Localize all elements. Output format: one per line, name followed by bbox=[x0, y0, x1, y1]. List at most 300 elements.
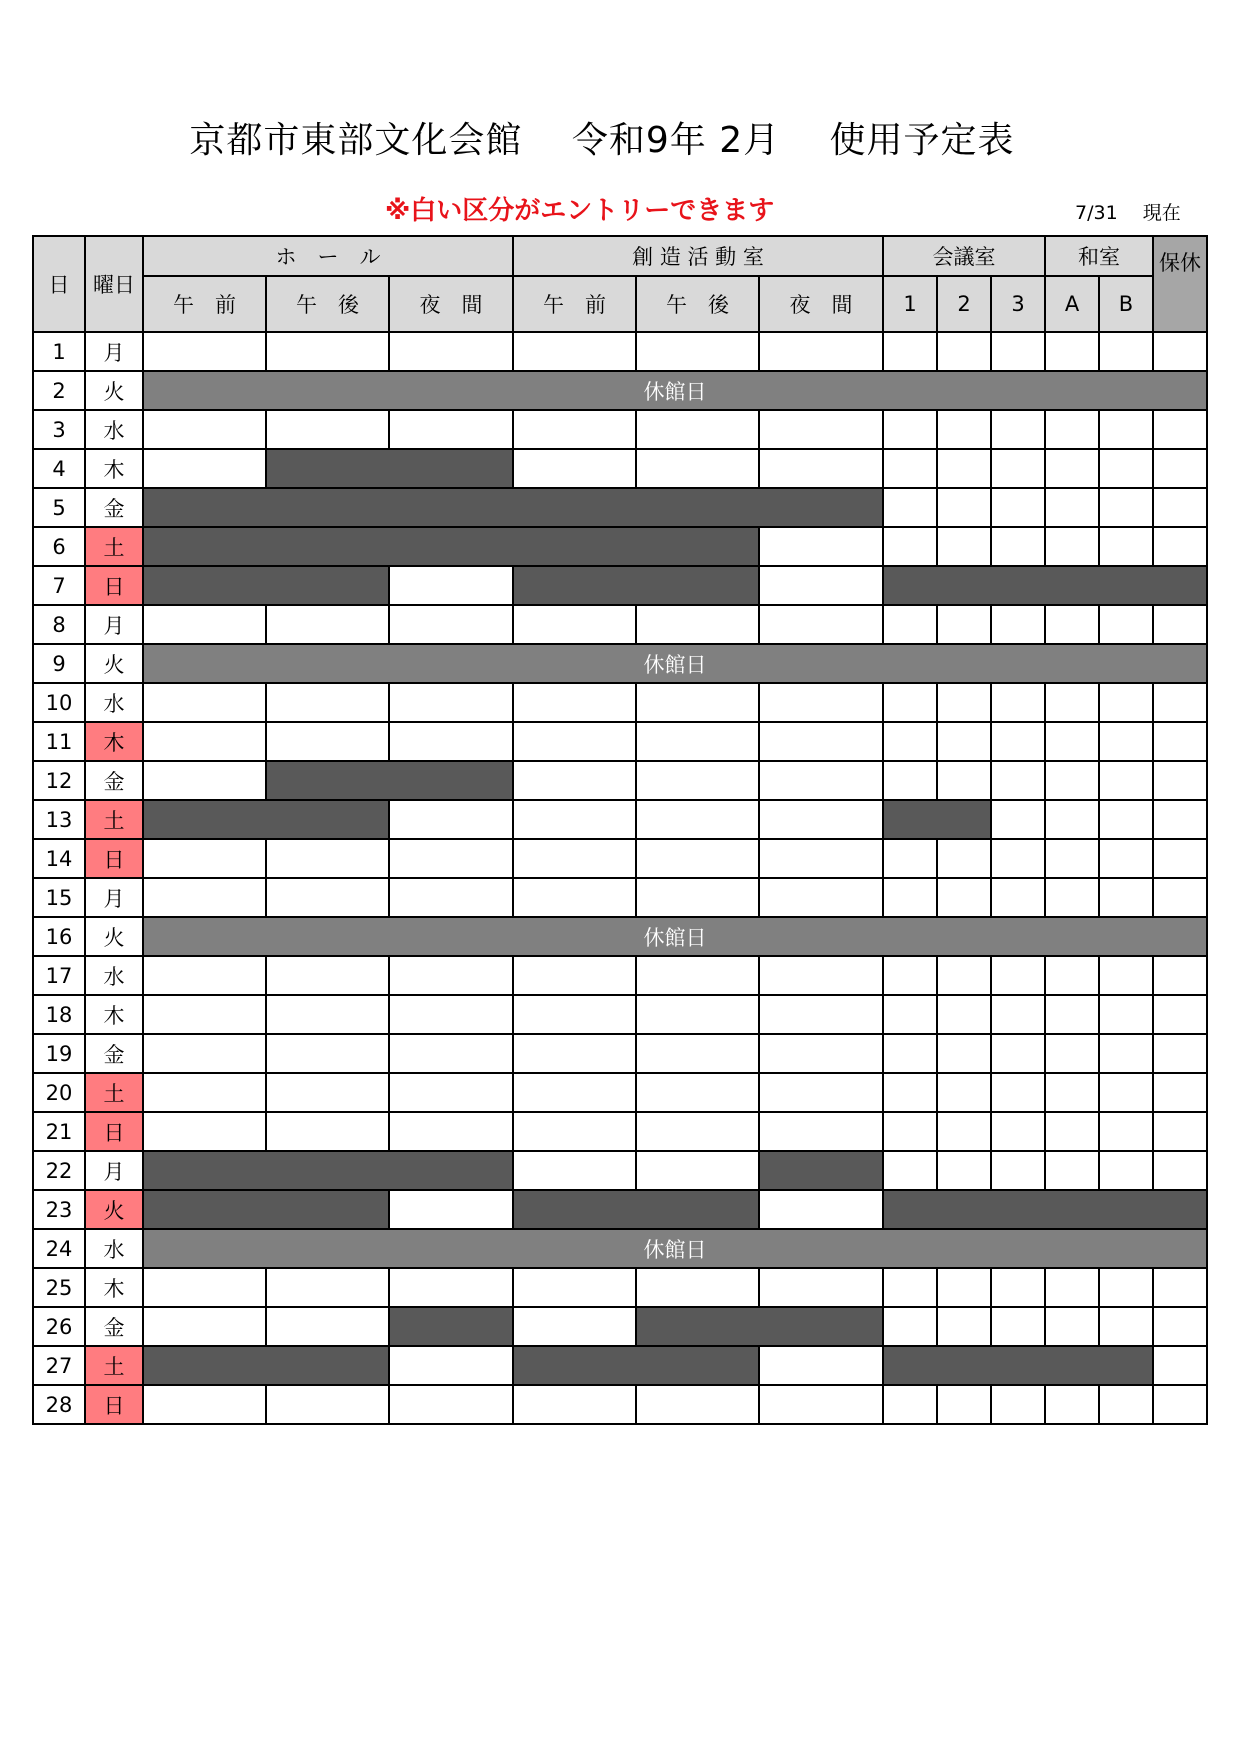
available-slot-cr_night[interactable] bbox=[759, 878, 883, 917]
booked-slot bbox=[143, 1190, 389, 1229]
available-slot-cr_am[interactable] bbox=[513, 332, 636, 371]
available-slot-cr_night[interactable] bbox=[759, 1268, 883, 1307]
available-slot-wa_b[interactable] bbox=[1099, 449, 1153, 488]
header-washitsu-a: A bbox=[1045, 276, 1099, 332]
available-slot-mtg2[interactable] bbox=[937, 761, 991, 800]
available-slot-hokyu[interactable] bbox=[1153, 839, 1207, 878]
available-slot-mtg3[interactable] bbox=[991, 449, 1045, 488]
weekday: 月 bbox=[85, 605, 143, 644]
available-slot-hall_am[interactable] bbox=[143, 722, 266, 761]
table-row bbox=[33, 839, 1207, 878]
available-slot-mtg1[interactable] bbox=[883, 683, 937, 722]
available-slot-hokyu[interactable] bbox=[1153, 1034, 1207, 1073]
available-slot-hall_pm[interactable] bbox=[266, 332, 389, 371]
booked-slot bbox=[389, 1307, 513, 1346]
available-slot-wa_b[interactable] bbox=[1099, 839, 1153, 878]
day-number: 18 bbox=[33, 995, 85, 1034]
available-slot-hall_am[interactable] bbox=[143, 839, 266, 878]
available-slot-cr_night[interactable] bbox=[759, 1346, 883, 1385]
weekday: 土 bbox=[85, 800, 143, 839]
available-slot-hall_am[interactable] bbox=[143, 1112, 266, 1151]
available-slot-wa_a[interactable] bbox=[1045, 995, 1099, 1034]
available-slot-mtg1[interactable] bbox=[883, 761, 937, 800]
available-slot-mtg1[interactable] bbox=[883, 1034, 937, 1073]
available-slot-hokyu[interactable] bbox=[1153, 878, 1207, 917]
as-of-date bbox=[1075, 198, 1181, 225]
available-slot-hokyu[interactable] bbox=[1153, 1346, 1207, 1385]
available-slot-mtg1[interactable] bbox=[883, 410, 937, 449]
available-slot-hall_pm[interactable] bbox=[266, 1385, 389, 1424]
available-slot-cr_am[interactable] bbox=[513, 878, 636, 917]
available-slot-cr_night[interactable] bbox=[759, 1385, 883, 1424]
available-slot-wa_a[interactable] bbox=[1045, 527, 1099, 566]
day-number: 21 bbox=[33, 1112, 85, 1151]
available-slot-mtg2[interactable] bbox=[937, 1034, 991, 1073]
available-slot-cr_night[interactable] bbox=[759, 683, 883, 722]
available-slot-mtg2[interactable] bbox=[937, 683, 991, 722]
available-slot-cr_night[interactable] bbox=[759, 995, 883, 1034]
header-creative-night: 夜 間 bbox=[759, 276, 883, 332]
available-slot-cr_am[interactable] bbox=[513, 449, 636, 488]
available-slot-hokyu[interactable] bbox=[1153, 761, 1207, 800]
table-row bbox=[33, 1268, 1207, 1307]
available-slot-mtg1[interactable] bbox=[883, 332, 937, 371]
available-slot-cr_night[interactable] bbox=[759, 1190, 883, 1229]
available-slot-hall_night[interactable] bbox=[389, 1034, 513, 1073]
available-slot-mtg3[interactable] bbox=[991, 1112, 1045, 1151]
available-slot-cr_pm[interactable] bbox=[636, 1034, 759, 1073]
closed-day-cell: 休館日 bbox=[143, 1229, 1207, 1268]
available-slot-wa_b[interactable] bbox=[1099, 683, 1153, 722]
available-slot-cr_am[interactable] bbox=[513, 605, 636, 644]
available-slot-hall_am[interactable] bbox=[143, 761, 266, 800]
available-slot-mtg2[interactable] bbox=[937, 1073, 991, 1112]
available-slot-mtg3[interactable] bbox=[991, 800, 1045, 839]
available-slot-wa_b[interactable] bbox=[1099, 605, 1153, 644]
table-row bbox=[33, 1073, 1207, 1112]
available-slot-mtg1[interactable] bbox=[883, 605, 937, 644]
available-slot-mtg3[interactable] bbox=[991, 956, 1045, 995]
table-row bbox=[33, 995, 1207, 1034]
available-slot-cr_pm[interactable] bbox=[636, 722, 759, 761]
available-slot-cr_pm[interactable] bbox=[636, 332, 759, 371]
available-slot-hall_am[interactable] bbox=[143, 956, 266, 995]
day-number: 14 bbox=[33, 839, 85, 878]
available-slot-mtg1[interactable] bbox=[883, 1385, 937, 1424]
available-slot-cr_pm[interactable] bbox=[636, 1112, 759, 1151]
available-slot-hokyu[interactable] bbox=[1153, 449, 1207, 488]
available-slot-cr_am[interactable] bbox=[513, 722, 636, 761]
available-slot-hokyu[interactable] bbox=[1153, 605, 1207, 644]
available-slot-mtg1[interactable] bbox=[883, 722, 937, 761]
available-slot-wa_a[interactable] bbox=[1045, 956, 1099, 995]
available-slot-cr_night[interactable] bbox=[759, 722, 883, 761]
available-slot-hall_am[interactable] bbox=[143, 683, 266, 722]
available-slot-hall_pm[interactable] bbox=[266, 1268, 389, 1307]
day-number: 13 bbox=[33, 800, 85, 839]
available-slot-hall_night[interactable] bbox=[389, 566, 513, 605]
booked-slot bbox=[143, 1346, 389, 1385]
available-slot-wa_a[interactable] bbox=[1045, 488, 1099, 527]
available-slot-mtg2[interactable] bbox=[937, 410, 991, 449]
header-row-slots bbox=[33, 276, 1207, 332]
booked-slot bbox=[883, 1346, 1153, 1385]
available-slot-cr_pm[interactable] bbox=[636, 683, 759, 722]
available-slot-cr_pm[interactable] bbox=[636, 839, 759, 878]
header-meeting-3: 3 bbox=[991, 276, 1045, 332]
table-row bbox=[33, 371, 1207, 410]
available-slot-hall_am[interactable] bbox=[143, 1307, 266, 1346]
available-slot-wa_a[interactable] bbox=[1045, 410, 1099, 449]
available-slot-wa_a[interactable] bbox=[1045, 800, 1099, 839]
available-slot-wa_a[interactable] bbox=[1045, 683, 1099, 722]
available-slot-mtg2[interactable] bbox=[937, 722, 991, 761]
day-number: 3 bbox=[33, 410, 85, 449]
available-slot-mtg1[interactable] bbox=[883, 839, 937, 878]
available-slot-hall_pm[interactable] bbox=[266, 1307, 389, 1346]
available-slot-wa_a[interactable] bbox=[1045, 878, 1099, 917]
table-row bbox=[33, 1112, 1207, 1151]
weekday: 水 bbox=[85, 410, 143, 449]
available-slot-hall_night[interactable] bbox=[389, 878, 513, 917]
available-slot-hall_night[interactable] bbox=[389, 800, 513, 839]
available-slot-mtg1[interactable] bbox=[883, 1112, 937, 1151]
table-row bbox=[33, 488, 1207, 527]
available-slot-mtg3[interactable] bbox=[991, 683, 1045, 722]
available-slot-mtg1[interactable] bbox=[883, 956, 937, 995]
available-slot-wa_a[interactable] bbox=[1045, 1385, 1099, 1424]
day-number: 12 bbox=[33, 761, 85, 800]
available-slot-mtg2[interactable] bbox=[937, 839, 991, 878]
weekday: 木 bbox=[85, 995, 143, 1034]
available-slot-cr_night[interactable] bbox=[759, 566, 883, 605]
available-slot-mtg2[interactable] bbox=[937, 995, 991, 1034]
as-of-label: 現在 bbox=[1142, 202, 1181, 224]
available-slot-hall_night[interactable] bbox=[389, 332, 513, 371]
available-slot-wa_b[interactable] bbox=[1099, 1073, 1153, 1112]
available-slot-hall_am[interactable] bbox=[143, 1385, 266, 1424]
available-slot-cr_am[interactable] bbox=[513, 1385, 636, 1424]
available-slot-cr_am[interactable] bbox=[513, 1151, 636, 1190]
available-slot-hall_night[interactable] bbox=[389, 839, 513, 878]
available-slot-hall_pm[interactable] bbox=[266, 956, 389, 995]
available-slot-hokyu[interactable] bbox=[1153, 683, 1207, 722]
available-slot-mtg1[interactable] bbox=[883, 995, 937, 1034]
available-slot-cr_am[interactable] bbox=[513, 839, 636, 878]
available-slot-hall_pm[interactable] bbox=[266, 683, 389, 722]
available-slot-hall_night[interactable] bbox=[389, 1268, 513, 1307]
available-slot-wa_a[interactable] bbox=[1045, 605, 1099, 644]
available-slot-cr_night[interactable] bbox=[759, 761, 883, 800]
available-slot-hokyu[interactable] bbox=[1153, 1307, 1207, 1346]
available-slot-cr_night[interactable] bbox=[759, 1073, 883, 1112]
available-slot-hall_pm[interactable] bbox=[266, 878, 389, 917]
available-slot-mtg1[interactable] bbox=[883, 527, 937, 566]
available-slot-cr_am[interactable] bbox=[513, 800, 636, 839]
available-slot-mtg3[interactable] bbox=[991, 332, 1045, 371]
available-slot-cr_pm[interactable] bbox=[636, 761, 759, 800]
booked-slot bbox=[143, 488, 883, 527]
available-slot-hokyu[interactable] bbox=[1153, 1268, 1207, 1307]
available-slot-wa_b[interactable] bbox=[1099, 800, 1153, 839]
available-slot-cr_pm[interactable] bbox=[636, 995, 759, 1034]
available-slot-wa_b[interactable] bbox=[1099, 1268, 1153, 1307]
available-slot-cr_night[interactable] bbox=[759, 605, 883, 644]
available-slot-cr_am[interactable] bbox=[513, 1112, 636, 1151]
booked-slot bbox=[143, 527, 759, 566]
available-slot-hokyu[interactable] bbox=[1153, 488, 1207, 527]
available-slot-hall_am[interactable] bbox=[143, 1034, 266, 1073]
available-slot-hokyu[interactable] bbox=[1153, 332, 1207, 371]
available-slot-wa_b[interactable] bbox=[1099, 722, 1153, 761]
available-slot-mtg2[interactable] bbox=[937, 332, 991, 371]
available-slot-wa_a[interactable] bbox=[1045, 332, 1099, 371]
available-slot-cr_pm[interactable] bbox=[636, 410, 759, 449]
available-slot-wa_b[interactable] bbox=[1099, 995, 1153, 1034]
day-number: 19 bbox=[33, 1034, 85, 1073]
available-slot-mtg3[interactable] bbox=[991, 605, 1045, 644]
header-creative-am: 午 前 bbox=[513, 276, 636, 332]
available-slot-hall_pm[interactable] bbox=[266, 995, 389, 1034]
available-slot-mtg1[interactable] bbox=[883, 878, 937, 917]
available-slot-hokyu[interactable] bbox=[1153, 995, 1207, 1034]
available-slot-mtg2[interactable] bbox=[937, 1307, 991, 1346]
available-slot-mtg2[interactable] bbox=[937, 488, 991, 527]
available-slot-mtg3[interactable] bbox=[991, 1073, 1045, 1112]
available-slot-hall_am[interactable] bbox=[143, 410, 266, 449]
day-number: 27 bbox=[33, 1346, 85, 1385]
available-slot-hall_pm[interactable] bbox=[266, 410, 389, 449]
header-creative-room: 創 造 活 動 室 bbox=[513, 236, 883, 276]
available-slot-hall_night[interactable] bbox=[389, 1346, 513, 1385]
available-slot-wa_b[interactable] bbox=[1099, 1112, 1153, 1151]
day-number: 4 bbox=[33, 449, 85, 488]
day-number: 22 bbox=[33, 1151, 85, 1190]
available-slot-hall_night[interactable] bbox=[389, 410, 513, 449]
available-slot-mtg3[interactable] bbox=[991, 1385, 1045, 1424]
available-slot-mtg1[interactable] bbox=[883, 488, 937, 527]
available-slot-hokyu[interactable] bbox=[1153, 527, 1207, 566]
available-slot-mtg2[interactable] bbox=[937, 1268, 991, 1307]
table-row bbox=[33, 1034, 1207, 1073]
available-slot-mtg2[interactable] bbox=[937, 878, 991, 917]
available-slot-cr_am[interactable] bbox=[513, 410, 636, 449]
available-slot-hall_am[interactable] bbox=[143, 1268, 266, 1307]
available-slot-cr_pm[interactable] bbox=[636, 449, 759, 488]
available-slot-mtg1[interactable] bbox=[883, 1073, 937, 1112]
available-slot-hokyu[interactable] bbox=[1153, 1112, 1207, 1151]
available-slot-wa_a[interactable] bbox=[1045, 1112, 1099, 1151]
available-slot-mtg3[interactable] bbox=[991, 839, 1045, 878]
available-slot-mtg1[interactable] bbox=[883, 1307, 937, 1346]
available-slot-mtg1[interactable] bbox=[883, 1268, 937, 1307]
available-slot-cr_am[interactable] bbox=[513, 1268, 636, 1307]
available-slot-mtg1[interactable] bbox=[883, 449, 937, 488]
available-slot-mtg2[interactable] bbox=[937, 605, 991, 644]
available-slot-mtg2[interactable] bbox=[937, 956, 991, 995]
available-slot-mtg3[interactable] bbox=[991, 878, 1045, 917]
day-number: 11 bbox=[33, 722, 85, 761]
available-slot-hokyu[interactable] bbox=[1153, 956, 1207, 995]
available-slot-hall_night[interactable] bbox=[389, 995, 513, 1034]
table-row bbox=[33, 566, 1207, 605]
weekday: 日 bbox=[85, 1385, 143, 1424]
available-slot-mtg2[interactable] bbox=[937, 1112, 991, 1151]
available-slot-cr_night[interactable] bbox=[759, 839, 883, 878]
available-slot-hall_am[interactable] bbox=[143, 449, 266, 488]
available-slot-cr_night[interactable] bbox=[759, 1034, 883, 1073]
available-slot-hall_pm[interactable] bbox=[266, 1112, 389, 1151]
available-slot-mtg3[interactable] bbox=[991, 527, 1045, 566]
header-hall-am: 午 前 bbox=[143, 276, 266, 332]
available-slot-hall_pm[interactable] bbox=[266, 722, 389, 761]
available-slot-cr_pm[interactable] bbox=[636, 800, 759, 839]
available-slot-mtg3[interactable] bbox=[991, 761, 1045, 800]
available-slot-mtg2[interactable] bbox=[937, 1151, 991, 1190]
available-slot-hall_pm[interactable] bbox=[266, 1034, 389, 1073]
available-slot-mtg3[interactable] bbox=[991, 1034, 1045, 1073]
weekday: 日 bbox=[85, 1112, 143, 1151]
available-slot-hall_night[interactable] bbox=[389, 1073, 513, 1112]
available-slot-wa_b[interactable] bbox=[1099, 956, 1153, 995]
available-slot-hokyu[interactable] bbox=[1153, 722, 1207, 761]
available-slot-wa_a[interactable] bbox=[1045, 1307, 1099, 1346]
day-number: 15 bbox=[33, 878, 85, 917]
available-slot-wa_b[interactable] bbox=[1099, 488, 1153, 527]
available-slot-wa_a[interactable] bbox=[1045, 1034, 1099, 1073]
available-slot-cr_pm[interactable] bbox=[636, 1385, 759, 1424]
available-slot-hall_pm[interactable] bbox=[266, 839, 389, 878]
available-slot-wa_a[interactable] bbox=[1045, 761, 1099, 800]
available-slot-hall_am[interactable] bbox=[143, 605, 266, 644]
weekday: 月 bbox=[85, 1151, 143, 1190]
available-slot-cr_am[interactable] bbox=[513, 1034, 636, 1073]
available-slot-cr_night[interactable] bbox=[759, 332, 883, 371]
available-slot-hall_am[interactable] bbox=[143, 995, 266, 1034]
available-slot-hall_night[interactable] bbox=[389, 605, 513, 644]
booked-slot bbox=[266, 761, 513, 800]
available-slot-wa_b[interactable] bbox=[1099, 410, 1153, 449]
available-slot-wa_b[interactable] bbox=[1099, 878, 1153, 917]
available-slot-cr_night[interactable] bbox=[759, 1112, 883, 1151]
table-row bbox=[33, 1385, 1207, 1424]
available-slot-hokyu[interactable] bbox=[1153, 1073, 1207, 1112]
available-slot-hall_night[interactable] bbox=[389, 1190, 513, 1229]
available-slot-cr_am[interactable] bbox=[513, 683, 636, 722]
available-slot-cr_am[interactable] bbox=[513, 1073, 636, 1112]
available-slot-wa_a[interactable] bbox=[1045, 839, 1099, 878]
table-row bbox=[33, 761, 1207, 800]
available-slot-hall_night[interactable] bbox=[389, 956, 513, 995]
closed-day-cell: 休館日 bbox=[143, 371, 1207, 410]
schedule-table bbox=[32, 235, 1208, 1425]
available-slot-wa_a[interactable] bbox=[1045, 1268, 1099, 1307]
available-slot-mtg2[interactable] bbox=[937, 1385, 991, 1424]
available-slot-mtg3[interactable] bbox=[991, 488, 1045, 527]
available-slot-wa_b[interactable] bbox=[1099, 1385, 1153, 1424]
available-slot-cr_am[interactable] bbox=[513, 956, 636, 995]
available-slot-cr_pm[interactable] bbox=[636, 878, 759, 917]
available-slot-mtg2[interactable] bbox=[937, 449, 991, 488]
available-slot-cr_pm[interactable] bbox=[636, 1151, 759, 1190]
table-row bbox=[33, 605, 1207, 644]
available-slot-mtg3[interactable] bbox=[991, 722, 1045, 761]
available-slot-cr_night[interactable] bbox=[759, 527, 883, 566]
table-row bbox=[33, 332, 1207, 371]
available-slot-cr_night[interactable] bbox=[759, 449, 883, 488]
available-slot-cr_pm[interactable] bbox=[636, 956, 759, 995]
available-slot-wa_a[interactable] bbox=[1045, 1151, 1099, 1190]
weekday: 火 bbox=[85, 1190, 143, 1229]
available-slot-hall_am[interactable] bbox=[143, 1073, 266, 1112]
available-slot-mtg3[interactable] bbox=[991, 410, 1045, 449]
available-slot-hall_pm[interactable] bbox=[266, 1073, 389, 1112]
available-slot-cr_am[interactable] bbox=[513, 1307, 636, 1346]
available-slot-cr_pm[interactable] bbox=[636, 1073, 759, 1112]
day-number: 9 bbox=[33, 644, 85, 683]
available-slot-mtg1[interactable] bbox=[883, 1151, 937, 1190]
day-number: 20 bbox=[33, 1073, 85, 1112]
available-slot-mtg3[interactable] bbox=[991, 1151, 1045, 1190]
available-slot-hall_pm[interactable] bbox=[266, 605, 389, 644]
available-slot-cr_pm[interactable] bbox=[636, 1268, 759, 1307]
available-slot-wa_b[interactable] bbox=[1099, 332, 1153, 371]
table-row bbox=[33, 410, 1207, 449]
available-slot-hall_am[interactable] bbox=[143, 332, 266, 371]
available-slot-cr_night[interactable] bbox=[759, 410, 883, 449]
available-slot-wa_b[interactable] bbox=[1099, 1034, 1153, 1073]
table-row bbox=[33, 1346, 1207, 1385]
available-slot-hall_am[interactable] bbox=[143, 878, 266, 917]
table-row bbox=[33, 722, 1207, 761]
available-slot-hokyu[interactable] bbox=[1153, 410, 1207, 449]
available-slot-cr_pm[interactable] bbox=[636, 605, 759, 644]
available-slot-hall_night[interactable] bbox=[389, 722, 513, 761]
available-slot-hall_night[interactable] bbox=[389, 1385, 513, 1424]
available-slot-wa_b[interactable] bbox=[1099, 761, 1153, 800]
available-slot-hokyu[interactable] bbox=[1153, 1385, 1207, 1424]
booked-slot bbox=[143, 800, 389, 839]
available-slot-mtg3[interactable] bbox=[991, 1268, 1045, 1307]
available-slot-wa_a[interactable] bbox=[1045, 1073, 1099, 1112]
table-row bbox=[33, 527, 1207, 566]
header-day: 日 bbox=[33, 236, 85, 332]
available-slot-wa_b[interactable] bbox=[1099, 1151, 1153, 1190]
available-slot-mtg3[interactable] bbox=[991, 995, 1045, 1034]
available-slot-wa_a[interactable] bbox=[1045, 449, 1099, 488]
available-slot-hokyu[interactable] bbox=[1153, 1151, 1207, 1190]
available-slot-mtg2[interactable] bbox=[937, 527, 991, 566]
table-row bbox=[33, 800, 1207, 839]
available-slot-wa_b[interactable] bbox=[1099, 1307, 1153, 1346]
available-slot-hall_night[interactable] bbox=[389, 1112, 513, 1151]
weekday: 土 bbox=[85, 527, 143, 566]
header-washitsu: 和室 bbox=[1045, 236, 1153, 276]
available-slot-wa_b[interactable] bbox=[1099, 527, 1153, 566]
available-slot-hall_night[interactable] bbox=[389, 683, 513, 722]
available-slot-cr_am[interactable] bbox=[513, 995, 636, 1034]
available-slot-cr_night[interactable] bbox=[759, 956, 883, 995]
day-number: 25 bbox=[33, 1268, 85, 1307]
weekday: 水 bbox=[85, 956, 143, 995]
available-slot-hokyu[interactable] bbox=[1153, 800, 1207, 839]
day-number: 6 bbox=[33, 527, 85, 566]
available-slot-cr_am[interactable] bbox=[513, 761, 636, 800]
available-slot-cr_night[interactable] bbox=[759, 800, 883, 839]
available-slot-mtg3[interactable] bbox=[991, 1307, 1045, 1346]
available-slot-wa_a[interactable] bbox=[1045, 722, 1099, 761]
weekday: 金 bbox=[85, 761, 143, 800]
